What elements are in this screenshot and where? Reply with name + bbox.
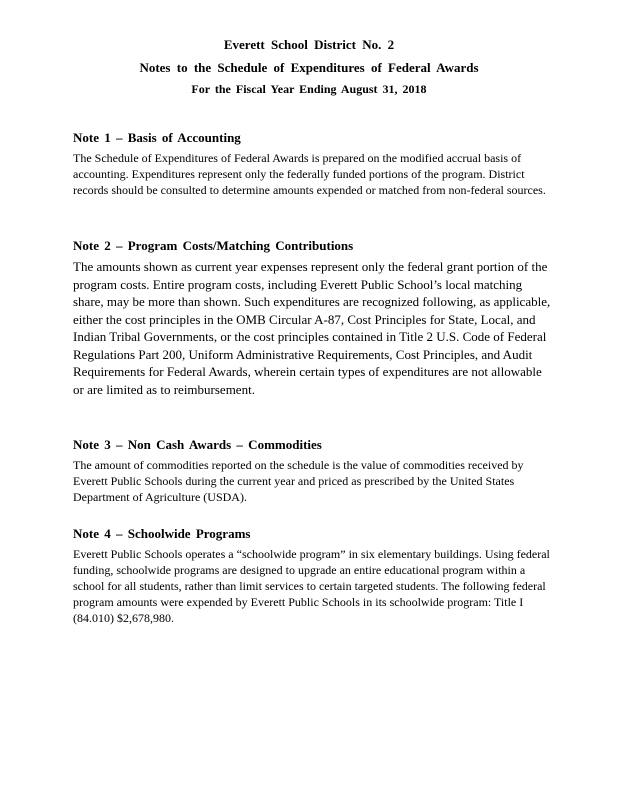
- note-4-body: Everett Public Schools operates a “schoolwide program” in six elementary buildings. Using federal funding, schoolwide programs are designed to upgrade an entire educational program within a school for all students, rather than limit services to certain targeted students. The following federal program amounts were expended by Everett Public Schools in its schoolwide program: Title I (84.010) $2,678,980.: [73, 547, 550, 625]
- district-name: Everett School District No. 2: [223, 37, 395, 52]
- note-1-section: [73, 130, 551, 198]
- note-3-section: [73, 437, 551, 505]
- note-1-heading: Note 1 – Basis of Accounting: [73, 130, 241, 145]
- note-2-section: [73, 238, 551, 398]
- note-3-heading: Note 3 – Non Cash Awards – Commodities: [73, 437, 322, 452]
- note-1-body: The Schedule of Expenditures of Federal Awards is prepared on the modified accrual basis of accounting. Expenditures represent only the federally funded portions of the program. District records should be consulted to determine amounts expended or matched from non-federal sources.: [73, 151, 546, 197]
- note-3-body: The amount of commodities reported on the schedule is the value of commodities received by Everett Public Schools during the current year and priced as prescribed by the United States Department of Agriculture (USDA).: [73, 458, 524, 504]
- document-title: Notes to the Schedule of Expenditures of Federal Awards: [139, 60, 479, 75]
- note-2-heading: Note 2 – Program Costs/Matching Contributions: [73, 238, 354, 253]
- note-2-body: The amounts shown as current year expenses represent only the federal grant portion of the program costs. Entire program costs, including Everett Public School’s local matching share, may be more than shown. Such expenditures are recognized following, as applicable, either the cost principles in the OMB Circular A-87, Cost Principles for State, Local, and Indian Tribal Governments, or the cost principles contained in Title 2 U.S. Code of Federal Regulations Part 200, Uniform Administrative Requirements, Cost Principles, and Audit Requirements for Federal Awards, wherein certain types of expenditures are not allowable or are limited as to reimbursement.: [73, 259, 551, 397]
- note-4-heading: Note 4 – Schoolwide Programs: [73, 526, 251, 541]
- fiscal-period: For the Fiscal Year Ending August 31, 2018: [191, 82, 427, 96]
- note-4-section: [73, 526, 551, 626]
